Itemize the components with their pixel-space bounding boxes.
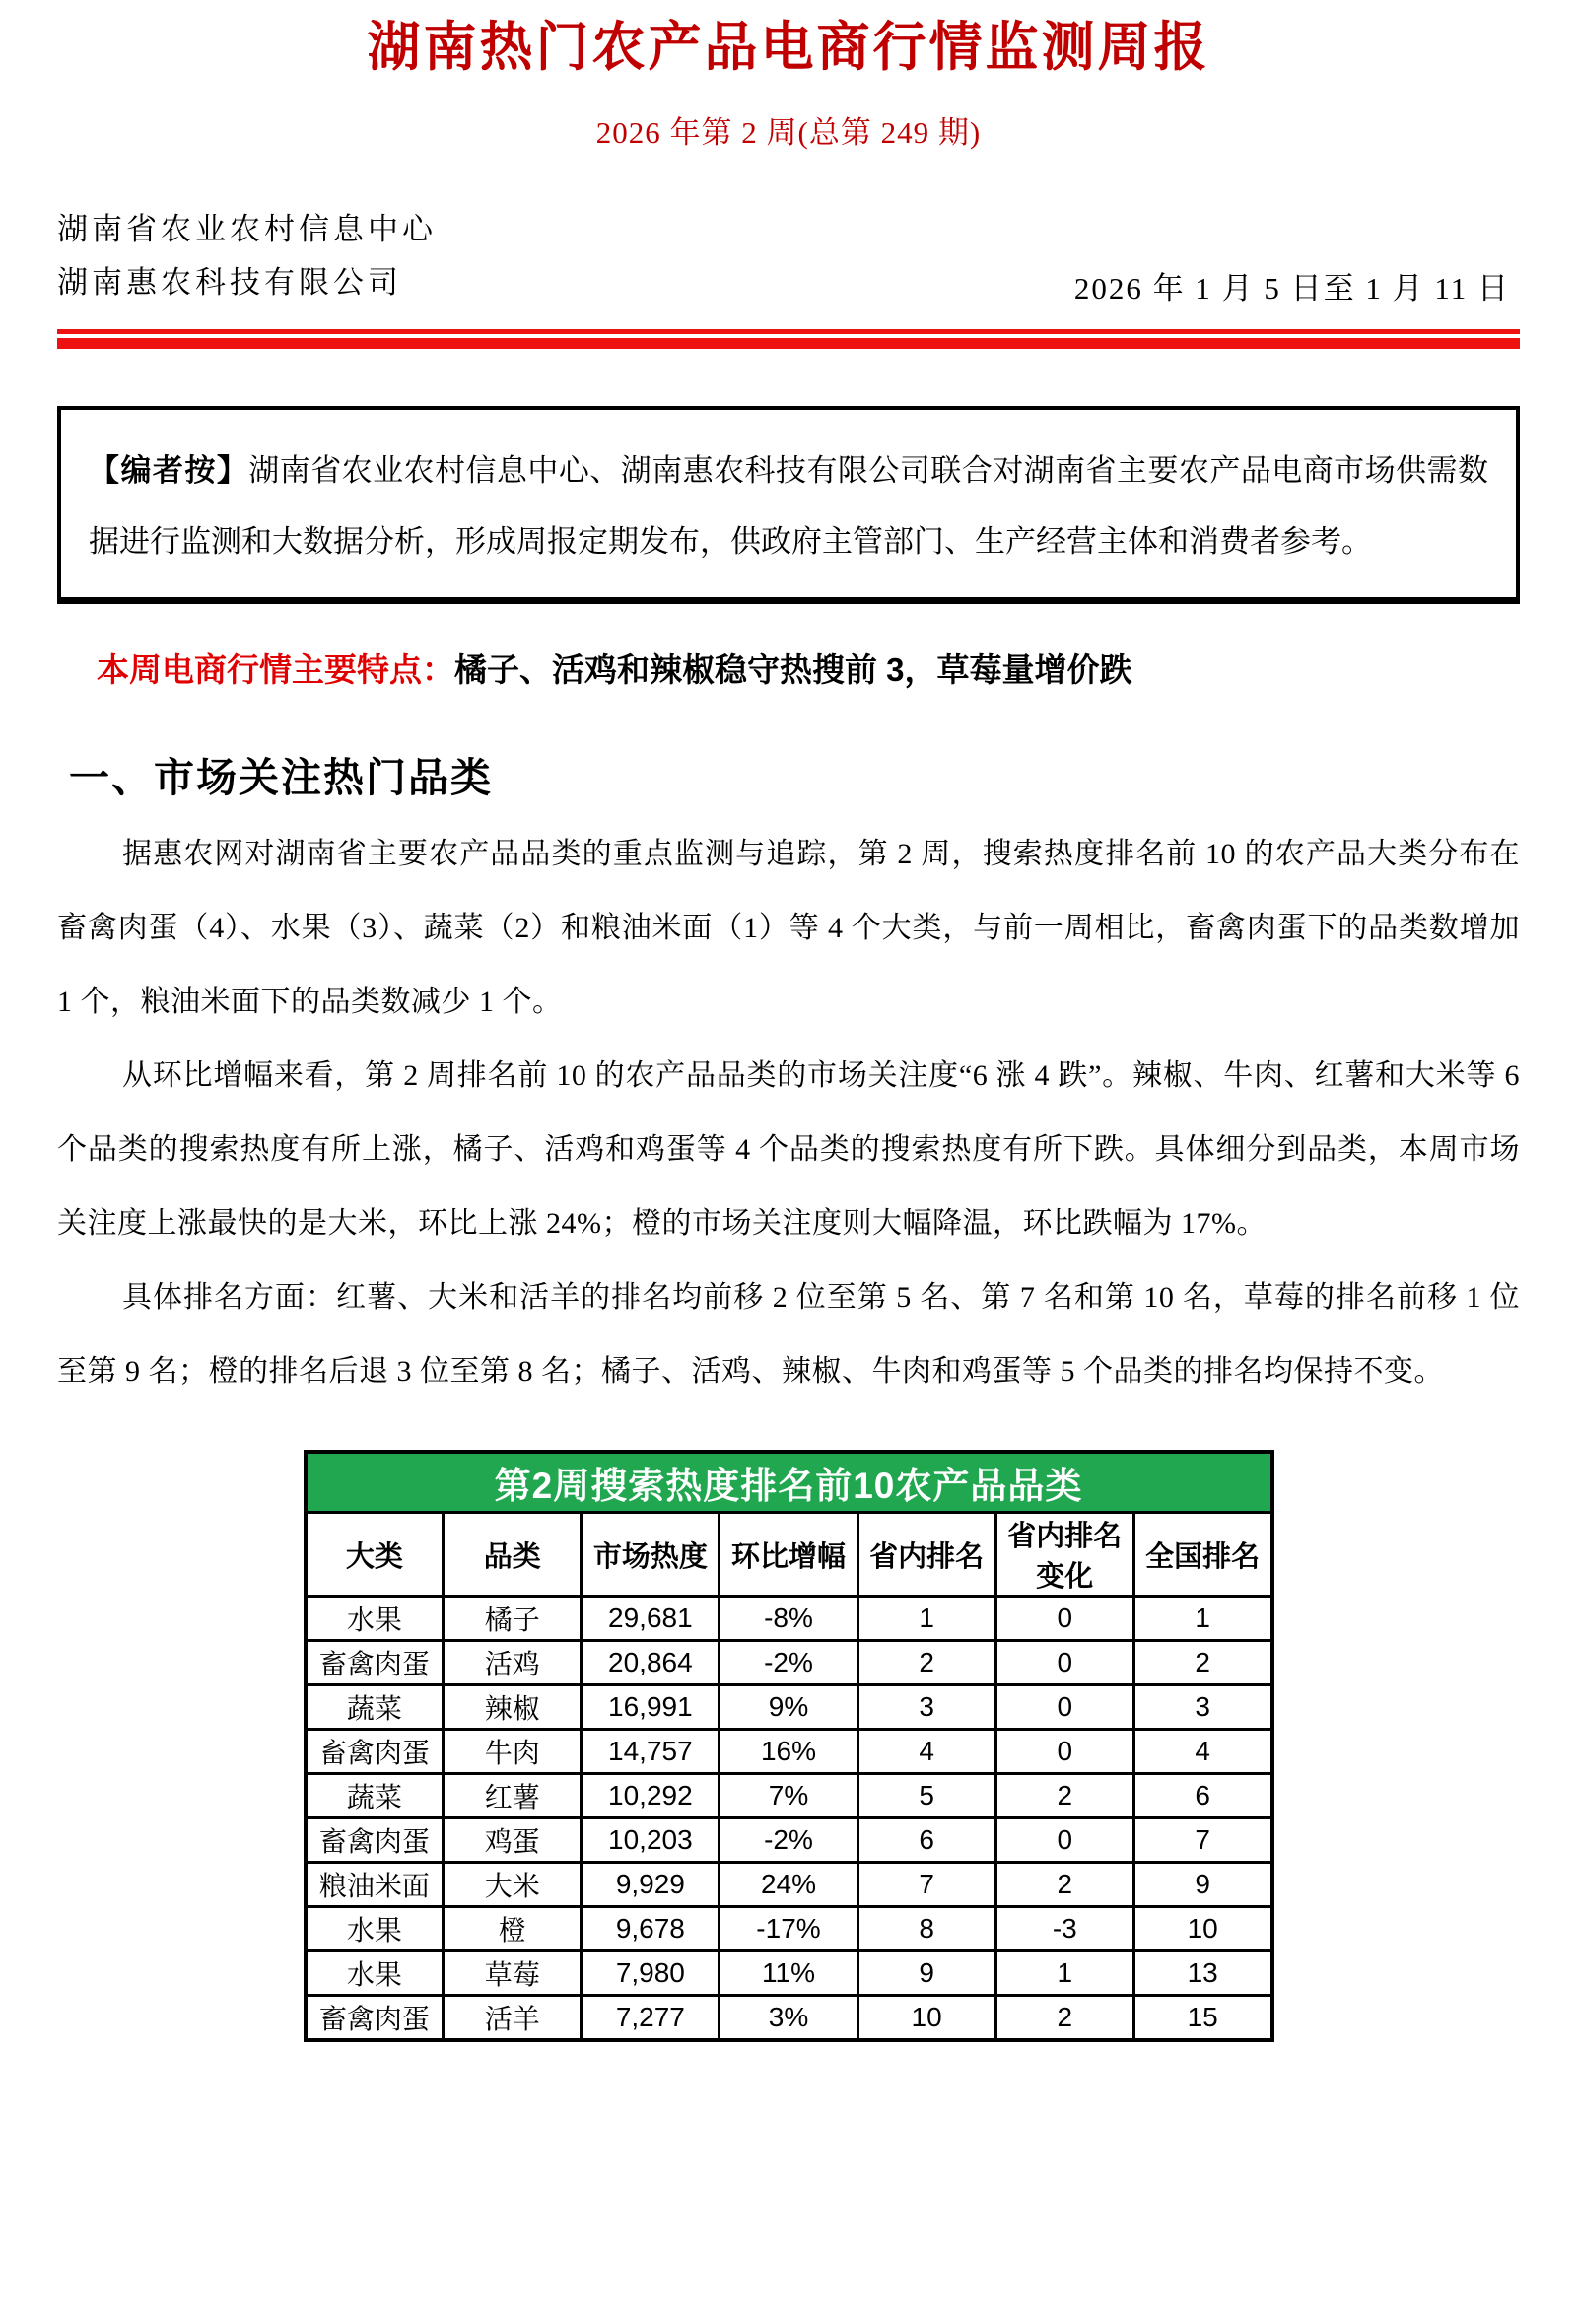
table-cell: 牛肉 (444, 1730, 582, 1774)
table-cell: 15 (1133, 1996, 1271, 2040)
table-cell: 7,277 (582, 1996, 720, 2040)
page-title: 湖南热门农产品电商行情监测周报 (367, 18, 1210, 77)
table-title-row (306, 1452, 1272, 1513)
table-cell: 3 (1133, 1685, 1271, 1730)
section-1-body (57, 817, 1520, 1408)
paragraph-2: 从环比增幅来看，第 2 周排名前 10 的农产品品类的市场关注度“6 涨 4 跌”。辣椒、牛肉、红薯和大米等 6 个品类的搜索热度有所上涨，橘子、活鸡和鸡蛋等 4 个品类的搜索热度有所下跌。具体细分到品类，本周市场关注度上涨最快的是大米，环比上涨 24%；橙的市场关注度则大幅降温，环比跌幅为 17%。 (57, 1059, 1520, 1240)
table-cell: 10 (1133, 1907, 1271, 1951)
table-cell: 24% (720, 1863, 857, 1907)
weekly-highlight (57, 630, 1520, 712)
ranking-table-body (306, 1597, 1272, 2040)
table-cell: 蔬菜 (306, 1685, 444, 1730)
table-header-row (306, 1513, 1272, 1597)
table-cell: 10 (857, 1996, 995, 2040)
table-cell: 3 (857, 1685, 995, 1730)
table-cell: 9 (857, 1951, 995, 1996)
editor-note-label: 【编者按】 (89, 453, 249, 489)
editor-note-box (57, 406, 1520, 604)
ranking-table (304, 1450, 1274, 2042)
section-1-heading: 一、市场关注热门品类 (69, 754, 493, 800)
table-row (306, 1996, 1272, 2040)
table-row (306, 1951, 1272, 1996)
table-cell: 辣椒 (444, 1685, 582, 1730)
issue-line: 2026 年第 2 周(总第 249 期) (595, 114, 982, 150)
table-cell: 16,991 (582, 1685, 720, 1730)
table-cell: 2 (995, 1774, 1133, 1818)
table-column-header: 省内排名 (857, 1513, 995, 1597)
table-cell: 8 (857, 1907, 995, 1951)
table-cell: 水果 (306, 1951, 444, 1996)
table-cell: 11% (720, 1951, 857, 1996)
table-cell: 6 (1133, 1774, 1271, 1818)
table-cell: 蔬菜 (306, 1774, 444, 1818)
weekly-highlight-label: 本周电商行情主要特点： (97, 651, 454, 689)
table-column-header: 市场热度 (582, 1513, 720, 1597)
table-cell: 5 (857, 1774, 995, 1818)
table-cell: 16% (720, 1730, 857, 1774)
table-cell: 0 (995, 1641, 1133, 1685)
table-column-header: 环比增幅 (720, 1513, 857, 1597)
table-cell: 0 (995, 1597, 1133, 1641)
table-cell: 红薯 (444, 1774, 582, 1818)
table-cell: 水果 (306, 1597, 444, 1641)
table-cell: -3 (995, 1907, 1133, 1951)
table-row (306, 1685, 1272, 1730)
table-cell: 9,678 (582, 1907, 720, 1951)
table-cell: 13 (1133, 1951, 1271, 1996)
table-cell: 9,929 (582, 1863, 720, 1907)
table-column-header: 全国排名 (1133, 1513, 1271, 1597)
table-cell: 水果 (306, 1907, 444, 1951)
publisher-org-1: 湖南省农业农村信息中心 (57, 211, 437, 246)
weekly-highlight-text: 橘子、活鸡和辣椒稳守热搜前 3，草莓量增价跌 (454, 651, 1132, 689)
table-row (306, 1863, 1272, 1907)
table-cell: 20,864 (582, 1641, 720, 1685)
table-row (306, 1907, 1272, 1951)
table-cell: 活鸡 (444, 1641, 582, 1685)
table-cell: 0 (995, 1685, 1133, 1730)
table-cell: -2% (720, 1641, 857, 1685)
table-cell: 14,757 (582, 1730, 720, 1774)
table-cell: 6 (857, 1818, 995, 1863)
table-cell: 2 (857, 1641, 995, 1685)
table-row (306, 1774, 1272, 1818)
publisher-block (57, 203, 437, 310)
masthead (57, 203, 1520, 310)
table-cell: 29,681 (582, 1597, 720, 1641)
table-cell: 4 (857, 1730, 995, 1774)
publisher-org-2: 湖南惠农科技有限公司 (57, 265, 402, 301)
table-cell: 橘子 (444, 1597, 582, 1641)
table-cell: 草莓 (444, 1951, 582, 1996)
table-cell: 鸡蛋 (444, 1818, 582, 1863)
table-cell: 2 (1133, 1641, 1271, 1685)
table-column-header: 省内排名变化 (995, 1513, 1133, 1597)
table-cell: 0 (995, 1818, 1133, 1863)
table-cell: 7,980 (582, 1951, 720, 1996)
table-cell: 7% (720, 1774, 857, 1818)
table-cell: 9% (720, 1685, 857, 1730)
editor-note-body: 湖南省农业农村信息中心、湖南惠农科技有限公司联合对湖南省主要农产品电商市场供需数据进行监测和大数据分析，形成周报定期发布，供政府主管部门、生产经营主体和消费者参考。 (89, 453, 1489, 560)
report-date-range: 2026 年 1 月 5 日至 1 月 11 日 (1073, 271, 1510, 307)
table-cell: 0 (995, 1730, 1133, 1774)
table-cell: 1 (1133, 1597, 1271, 1641)
table-cell: 2 (995, 1863, 1133, 1907)
table-row (306, 1730, 1272, 1774)
table-cell: 大米 (444, 1863, 582, 1907)
table-cell: -8% (720, 1597, 857, 1641)
paragraph-3: 具体排名方面：红薯、大米和活羊的排名均前移 2 位至第 5 名、第 7 名和第 10 名，草莓的排名前移 1 位至第 9 名；橙的排名后退 3 位至第 8 名；橘子、活鸡、辣椒、牛肉和鸡蛋等 5 个品类的排名均保持不变。 (57, 1280, 1520, 1388)
table-cell: 畜禽肉蛋 (306, 1730, 444, 1774)
paragraph-1: 据惠农网对湖南省主要农产品品类的重点监测与追踪，第 2 周，搜索热度排名前 10 的农产品大类分布在畜禽肉蛋（4）、水果（3）、蔬菜（2）和粮油米面（1）等 4 个大类，与前一周相比，畜禽肉蛋下的品类数增加 1 个，粮油米面下的品类数减少 1 个。 (57, 837, 1520, 1018)
table-cell: 3% (720, 1996, 857, 2040)
table-row (306, 1818, 1272, 1863)
ranking-table-head (306, 1452, 1272, 1597)
table-cell: 10,292 (582, 1774, 720, 1818)
table-cell: 畜禽肉蛋 (306, 1818, 444, 1863)
table-cell: 畜禽肉蛋 (306, 1996, 444, 2040)
table-cell: 活羊 (444, 1996, 582, 2040)
table-row (306, 1641, 1272, 1685)
table-title: 第2周搜索热度排名前10农产品品类 (306, 1452, 1272, 1513)
table-cell: 4 (1133, 1730, 1271, 1774)
table-cell: -2% (720, 1818, 857, 1863)
table-cell: 橙 (444, 1907, 582, 1951)
red-double-rule (57, 329, 1520, 349)
table-column-header: 品类 (444, 1513, 582, 1597)
table-cell: 畜禽肉蛋 (306, 1641, 444, 1685)
table-cell: 9 (1133, 1863, 1271, 1907)
table-cell: 1 (857, 1597, 995, 1641)
table-cell: -17% (720, 1907, 857, 1951)
table-column-header: 大类 (306, 1513, 444, 1597)
table-cell: 7 (857, 1863, 995, 1907)
table-cell: 1 (995, 1951, 1133, 1996)
table-cell: 7 (1133, 1818, 1271, 1863)
table-cell: 2 (995, 1996, 1133, 2040)
table-row (306, 1597, 1272, 1641)
table-cell: 粮油米面 (306, 1863, 444, 1907)
table-cell: 10,203 (582, 1818, 720, 1863)
